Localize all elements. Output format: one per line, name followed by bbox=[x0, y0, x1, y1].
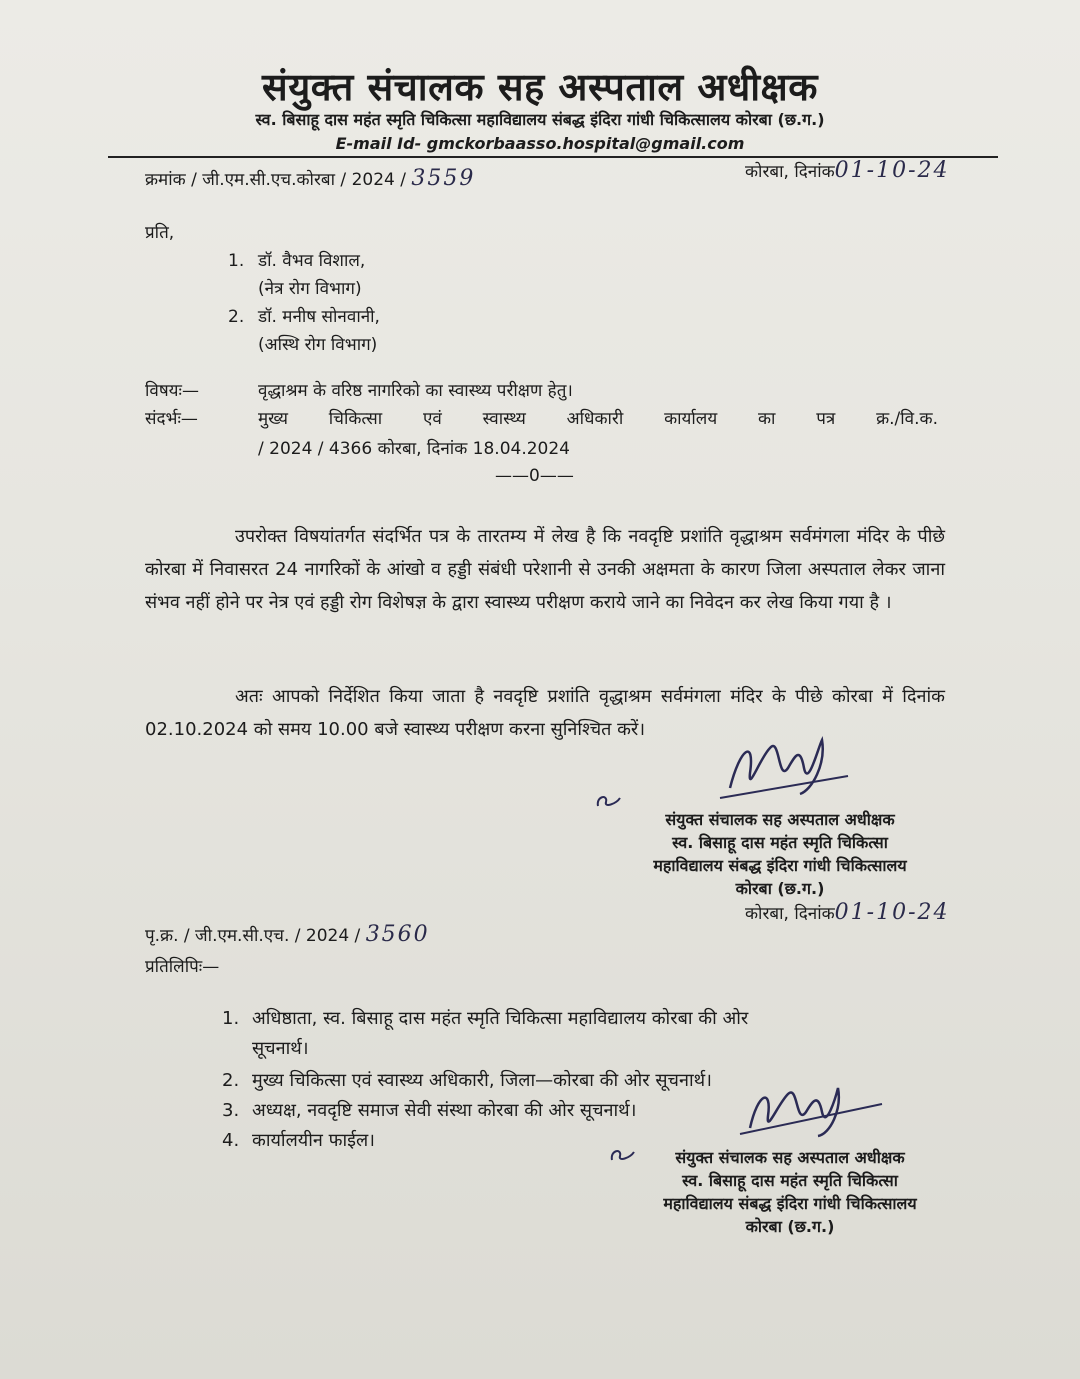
reference-number-row bbox=[145, 166, 475, 191]
recipient-1-name: 1. डॉ. वैभव विशाल, bbox=[228, 251, 366, 271]
cc-item-1-cont: सूचनार्थ। bbox=[252, 1038, 309, 1059]
date-label: कोरबा, दिनांक bbox=[745, 162, 835, 182]
section-divider: ——0—— bbox=[495, 466, 574, 486]
cc-item-2: 2. मुख्य चिकित्सा एवं स्वास्थ्य अधिकारी, जिला—कोरबा की ओर सूचनार्थ। bbox=[222, 1070, 712, 1091]
cc-item-1: 1. अधिष्ठाता, स्व. बिसाहू दास महंत स्मृति चिकित्सा महाविद्यालय कोरबा की ओर bbox=[222, 1008, 749, 1029]
signature-2-scribble bbox=[720, 1078, 890, 1148]
body-paragraph-1: उपरोक्त विषयांतर्गत संदर्भित पत्र के तारतम्य में लेख है कि नवदृष्टि प्रशांति वृद्धाश्रम सर्वमंगला मंदिर के पीछे कोरबा में निवासरत 24 नागरिकों के आंखो व हड्डी संबंधी परेशानी से उनकी अक्षमता के कारण जिला अस्पताल लेकर जाना संभव नहीं होने पर नेत्र एवं हड्डी रोग विशेषज्ञ के द्वारा स्वास्थ्य परीक्षण कराये जाने का निवेदन कर लेख किया गया है । bbox=[145, 526, 945, 613]
reference-line-2: / 2024 / 4366 कोरबा, दिनांक 18.04.2024 bbox=[258, 439, 570, 459]
copy-date-row: कोरबा, दिनांक01-10-24 bbox=[745, 900, 950, 925]
subject-label: विषयः— bbox=[145, 381, 199, 401]
cc-item-4: 4. कार्यालयीन फाईल। bbox=[222, 1130, 376, 1151]
reference-line-1: मुख्य चिकित्सा एवं स्वास्थ्य अधिकारी कार्यालय का पत्र क्र./वि.क. bbox=[258, 409, 938, 429]
to-label: प्रति, bbox=[145, 223, 175, 243]
signature-2-block: संयुक्त संचालक सह अस्पताल अधीक्षक स्व. बिसाहू दास महंत स्मृति चिकित्सा महाविद्यालय संबद्ध इंदिरा गांधी चिकित्सालय कोरबा (छ.ग.) bbox=[663, 1148, 917, 1236]
recipient-2-dept: (अस्थि रोग विभाग) bbox=[258, 335, 378, 355]
copy-reference-row: पृ.क्र. / जी.एम.सी.एच. / 2024 / 3560 bbox=[145, 922, 430, 947]
subject-text: वृद्धाश्रम के वरिष्ठ नागरिको का स्वास्थ्य परीक्षण हेतु। bbox=[258, 381, 573, 401]
reference-label: क्रमांक / जी.एम.सी.एच.कोरबा / 2024 / bbox=[145, 170, 406, 190]
cc-item-3: 3. अध्यक्ष, नवदृष्टि समाज सेवी संस्था कोरबा की ओर सूचनार्थ। bbox=[222, 1100, 637, 1121]
reference-label-subject: संदर्भः— bbox=[145, 409, 198, 429]
body-paragraph-2: अतः आपको निर्देशित किया जाता है नवदृष्टि प्रशांति वृद्धाश्रम सर्वमंगला मंदिर के पीछे कोरबा में दिनांक 02.10.2024 को समय 10.00 बजे स्वास्थ्य परीक्षण करना सुनिश्चित करें। bbox=[145, 686, 945, 740]
copy-reference-number: 3560 bbox=[365, 922, 430, 947]
reference-number: 3559 bbox=[411, 166, 476, 191]
recipient-2-name: 2. डॉ. मनीष सोनवानी, bbox=[228, 307, 380, 327]
signature-1-scribble bbox=[700, 728, 860, 808]
date-value: 01-10-24 bbox=[834, 158, 950, 183]
letterhead-email: E-mail Id- gmckorbaasso.hospital@gmail.com bbox=[335, 134, 745, 153]
cc-label: प्रतिलिपिः— bbox=[145, 957, 220, 977]
recipient-1-dept: (नेत्र रोग विभाग) bbox=[258, 279, 362, 299]
signature-1-block: संयुक्त संचालक सह अस्पताल अधीक्षक स्व. बिसाहू दास महंत स्मृति चिकित्सा महाविद्यालय संबद्ध इंदिरा गांधी चिकित्सालय कोरबा (छ.ग.) bbox=[653, 810, 907, 898]
letterhead-subtitle: स्व. बिसाहू दास महंत स्मृति चिकित्सा महाविद्यालय संबद्ध इंदिरा गांधी चिकित्सालय कोरबा (छ.ग.) bbox=[255, 110, 825, 129]
letterhead-title: संयुक्त संचालक सह अस्पताल अधीक्षक bbox=[262, 65, 818, 109]
letter-date-row bbox=[745, 158, 950, 183]
